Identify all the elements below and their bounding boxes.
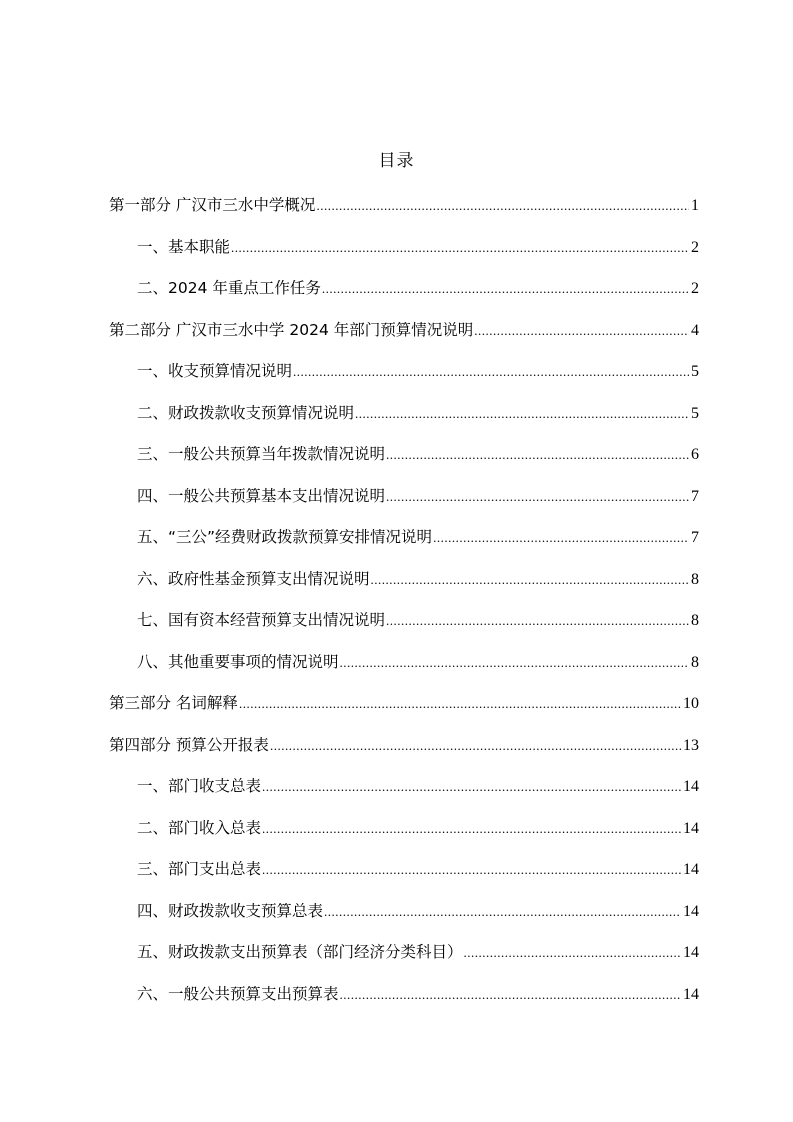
toc-dot-leader: [371, 567, 689, 593]
toc-entry-page: 6: [691, 446, 699, 463]
toc-dot-leader: [262, 816, 681, 842]
toc-entry-page: 8: [691, 570, 699, 588]
toc-dot-leader: [239, 691, 681, 717]
toc-entry[interactable]: [109, 690, 699, 716]
toc-entry[interactable]: [137, 898, 699, 924]
toc-entry-page: 8: [691, 612, 699, 629]
toc-entry-text: 三、部门支出总表: [137, 860, 262, 878]
toc-entry-page: 14: [683, 861, 699, 878]
toc-entry-page: 5: [691, 363, 699, 380]
toc-dot-leader: [231, 235, 689, 261]
toc-entry[interactable]: [109, 732, 699, 758]
toc-dot-leader: [262, 857, 681, 883]
toc-entry-text: 二、部门收入总表: [137, 818, 262, 837]
toc-entry-text: 二、2024 年重点工作任务: [137, 279, 321, 297]
toc-entry-page: 7: [691, 529, 699, 546]
toc-entry[interactable]: [109, 317, 699, 343]
toc-entry-text: 六、政府性基金预算支出情况说明: [137, 569, 370, 588]
toc-dot-leader: [433, 525, 689, 551]
toc-entry-page: 10: [683, 695, 699, 712]
toc-entry-text: 六、一般公共预算支出预算表: [137, 984, 339, 1003]
toc-entry[interactable]: [137, 358, 699, 384]
toc-entry[interactable]: [137, 441, 699, 467]
toc-dot-leader: [270, 733, 681, 759]
toc-entry[interactable]: [137, 483, 699, 509]
toc-dot-leader: [355, 401, 689, 427]
toc-dot-leader: [340, 650, 689, 676]
toc-entry-page: 14: [683, 985, 699, 1003]
toc-entry-page: 14: [683, 944, 699, 961]
toc-entry-text: 第二部分 广汉市三水中学 2024 年部门预算情况说明: [109, 320, 474, 339]
toc-entry[interactable]: [137, 607, 699, 633]
toc-entry-page: 4: [691, 321, 699, 339]
toc-dot-leader: [324, 899, 681, 925]
toc-entry[interactable]: [137, 939, 699, 965]
toc-entry[interactable]: [137, 773, 699, 799]
toc-dot-leader: [322, 276, 689, 302]
toc-entry-page: 13: [683, 736, 699, 754]
toc-entry-page: 5: [691, 404, 699, 422]
toc-entry-text: 第一部分 广汉市三水中学概况: [109, 196, 316, 214]
toc-entry[interactable]: [137, 856, 699, 882]
toc-entry-text: 一、基本职能: [137, 237, 231, 256]
toc-dot-leader: [464, 940, 681, 966]
toc-entry-page: 14: [683, 902, 699, 920]
toc-dot-leader: [293, 359, 689, 385]
toc-entry-text: 五、财政拨款支出预算表（部门经济分类科目）: [137, 943, 463, 961]
toc-entry-text: 八、其他重要事项的情况说明: [137, 652, 339, 671]
toc-entry-text: 一、收支预算情况说明: [137, 362, 293, 380]
toc-entry-page: 2: [691, 238, 699, 256]
toc-dot-leader: [386, 442, 689, 468]
toc-entry[interactable]: [137, 815, 699, 841]
toc-entry[interactable]: [137, 981, 699, 1007]
toc-entry-text: 四、财政拨款收支预算总表: [137, 901, 324, 920]
toc-entry-page: 14: [683, 819, 699, 837]
toc-dot-leader: [340, 982, 681, 1008]
toc-entry[interactable]: [137, 400, 699, 426]
toc-entry-text: 第四部分 预算公开报表: [109, 735, 269, 754]
toc-dot-leader: [386, 484, 689, 510]
toc-entry-page: 2: [691, 280, 699, 297]
toc-entry-text: 七、国有资本经营预算支出情况说明: [137, 611, 386, 629]
toc-entry-page: 8: [691, 653, 699, 671]
toc-entry-page: 7: [691, 487, 699, 505]
toc-entry[interactable]: [137, 524, 699, 550]
toc-entry-text: 五、“三公”经费财政拨款预算安排情况说明: [137, 528, 433, 546]
toc-entry-text: 二、财政拨款收支预算情况说明: [137, 403, 355, 422]
toc-entry[interactable]: [109, 192, 699, 218]
toc-dot-leader: [316, 193, 689, 219]
toc-entry[interactable]: [137, 275, 699, 301]
toc-dot-leader: [262, 774, 681, 800]
toc-entry[interactable]: [137, 234, 699, 260]
toc-entry[interactable]: [137, 566, 699, 592]
toc-entry-text: 一、部门收支总表: [137, 777, 262, 795]
toc-dot-leader: [386, 608, 689, 634]
toc-entry-text: 四、一般公共预算基本支出情况说明: [137, 486, 386, 505]
toc-entry-text: 三、一般公共预算当年拨款情况说明: [137, 445, 386, 463]
toc-dot-leader: [474, 318, 689, 344]
toc-title: 目录: [378, 151, 415, 171]
toc-entry[interactable]: [137, 649, 699, 675]
toc-entry-page: 1: [691, 197, 699, 214]
toc-entry-page: 14: [683, 778, 699, 795]
toc-entry-text: 第三部分 名词解释: [109, 694, 238, 712]
